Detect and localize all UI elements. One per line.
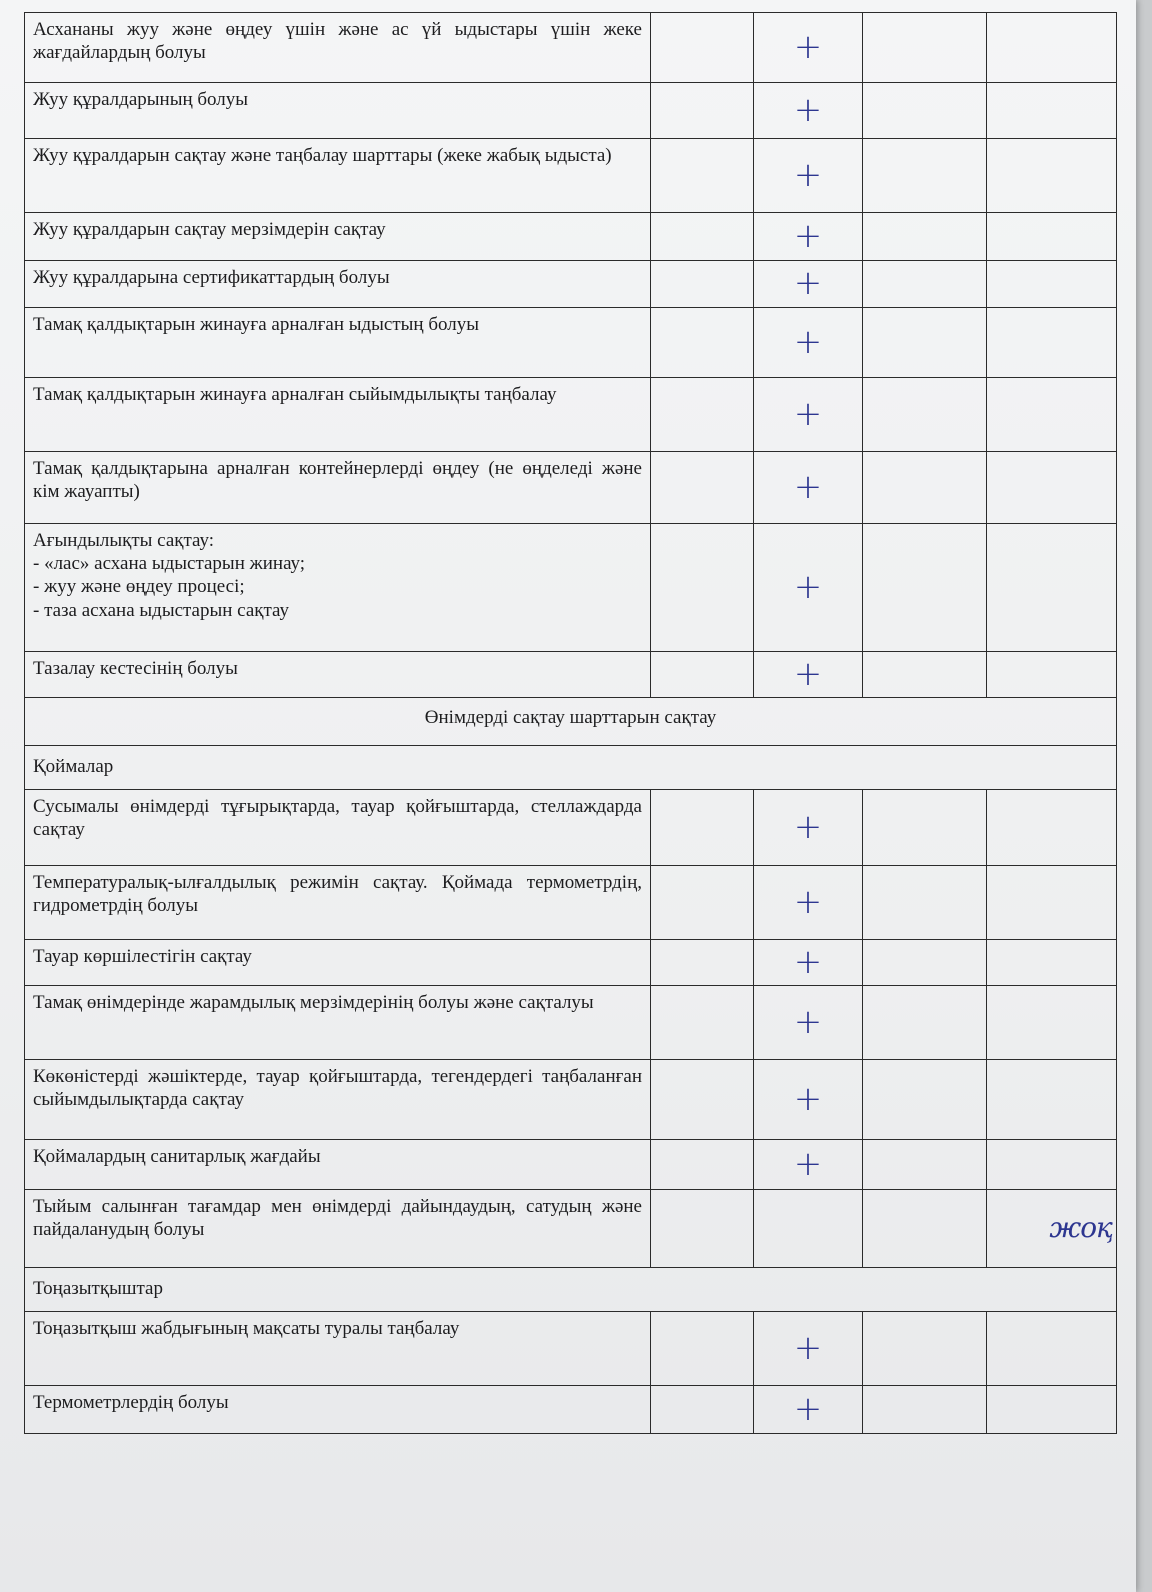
response-cell-4 [987, 652, 1117, 698]
criterion-text: Қоймалардың санитарлық жағдайы [25, 1140, 651, 1190]
response-cell-4 [987, 940, 1117, 986]
response-cell-3 [863, 1190, 987, 1268]
criterion-text: Жуу құралдарын сақтау және таңбалау шарттары (жеке жабық ыдыста) [25, 139, 651, 213]
response-cell-2: + [754, 1060, 863, 1140]
checklist-row [25, 452, 1117, 524]
response-cell-1 [651, 986, 754, 1060]
response-cell-3 [863, 308, 987, 378]
response-cell-3 [863, 790, 987, 866]
checklist-row [25, 13, 1117, 83]
response-cell-2: + [754, 13, 863, 83]
response-cell-2: + [754, 261, 863, 308]
response-cell-1 [651, 524, 754, 652]
response-cell-2: + [754, 452, 863, 524]
criterion-text: Жуу құралдарының болуы [25, 83, 651, 139]
criterion-text: Температуралық-ылғалдылық режимін сақтау. Қоймада термометрдің, гидрометрдің болуы [25, 866, 651, 940]
response-cell-2: + [754, 940, 863, 986]
criterion-text: Тыйым салынған тағамдар мен өнімдерді дайындаудың, сатудың және пайдаланудың болуы [25, 1190, 651, 1268]
response-cell-3 [863, 986, 987, 1060]
response-cell-2: + [754, 213, 863, 261]
response-cell-3 [863, 652, 987, 698]
response-cell-1 [651, 378, 754, 452]
criterion-text: Сусымалы өнімдерді тұғырықтарда, тауар қойғыштарда, стеллаждарда сақтау [25, 790, 651, 866]
response-cell-1 [651, 213, 754, 261]
checklist-row [25, 986, 1117, 1060]
response-cell-1 [651, 139, 754, 213]
checklist-row [25, 378, 1117, 452]
criterion-line: - жуу және өңдеу процесі; [33, 576, 245, 598]
criterion-text: Асхананы жуу және өңдеу үшін және ас үй ыдыстары үшін жеке жағдайлардың болуы [25, 13, 651, 83]
response-cell-4: жоқ [987, 1190, 1117, 1268]
section-header-row [25, 698, 1117, 746]
response-cell-1 [651, 1140, 754, 1190]
response-cell-4 [987, 790, 1117, 866]
checklist-row [25, 866, 1117, 940]
subsection-header-row [25, 1268, 1117, 1312]
response-cell-2: + [754, 308, 863, 378]
response-cell-2: + [754, 652, 863, 698]
response-cell-1 [651, 261, 754, 308]
response-cell-1 [651, 83, 754, 139]
response-cell-3 [863, 1140, 987, 1190]
criterion-text: Тоңазытқыш жабдығының мақсаты туралы таңбалау [25, 1312, 651, 1386]
criterion-text: Тамақ қалдықтарын жинауға арналған сыйымдылықты таңбалау [25, 378, 651, 452]
checklist-row [25, 1312, 1117, 1386]
subsection-title: Қоймалар [25, 746, 1117, 790]
inspection-checklist-table [24, 12, 1117, 1434]
subsection-header-row [25, 746, 1117, 790]
response-cell-4 [987, 308, 1117, 378]
response-cell-4 [987, 1060, 1117, 1140]
checklist-row [25, 1060, 1117, 1140]
response-cell-2: + [754, 866, 863, 940]
criterion-line: - «лас» асхана ыдыстарын жинау; [33, 553, 306, 575]
response-cell-1 [651, 1386, 754, 1434]
criterion-text: Термометрлердің болуы [25, 1386, 651, 1434]
criterion-line: - таза асхана ыдыстарын сақтау [33, 599, 289, 621]
checklist-row [25, 1140, 1117, 1190]
response-cell-2: + [754, 1386, 863, 1434]
criterion-text: Жуу құралдарына сертификаттардың болуы [25, 261, 651, 308]
response-cell-2: + [754, 790, 863, 866]
response-cell-4 [987, 452, 1117, 524]
checklist-row [25, 308, 1117, 378]
response-cell-4 [987, 1386, 1117, 1434]
criterion-text: Тамақ өнімдерінде жарамдылық мерзімдерінің болуы және сақталуы [25, 986, 651, 1060]
response-cell-4 [987, 524, 1117, 652]
response-cell-2: + [754, 524, 863, 652]
criterion-text: Тамақ қалдықтарын жинауға арналған ыдыстың болуы [25, 308, 651, 378]
response-cell-2: + [754, 1312, 863, 1386]
response-cell-4 [987, 986, 1117, 1060]
response-cell-1 [651, 652, 754, 698]
checklist-row [25, 524, 1117, 652]
response-cell-4 [987, 1312, 1117, 1386]
response-cell-1 [651, 308, 754, 378]
checklist-row [25, 261, 1117, 308]
response-cell-1 [651, 1312, 754, 1386]
checklist-row [25, 652, 1117, 698]
response-cell-4 [987, 378, 1117, 452]
response-cell-1 [651, 1190, 754, 1268]
checklist-row [25, 940, 1117, 986]
response-cell-1 [651, 940, 754, 986]
response-cell-1 [651, 1060, 754, 1140]
response-cell-3 [863, 1386, 987, 1434]
criterion-line: Ағындылықты сақтау: [33, 530, 215, 551]
response-cell-4 [987, 213, 1117, 261]
response-cell-3 [863, 524, 987, 652]
response-cell-1 [651, 13, 754, 83]
response-cell-1 [651, 866, 754, 940]
response-cell-2: + [754, 83, 863, 139]
response-cell-2: + [754, 139, 863, 213]
response-cell-4 [987, 1140, 1117, 1190]
response-cell-3 [863, 13, 987, 83]
response-cell-3 [863, 940, 987, 986]
criterion-text: Тазалау кестесінің болуы [25, 652, 651, 698]
response-cell-3 [863, 378, 987, 452]
checklist-row [25, 1190, 1117, 1268]
criterion-text: Тауар көршілестігін сақтау [25, 940, 651, 986]
checklist-row [25, 1386, 1117, 1434]
response-cell-4 [987, 13, 1117, 83]
response-cell-3 [863, 866, 987, 940]
checklist-row [25, 213, 1117, 261]
checklist-row [25, 139, 1117, 213]
criterion-text: Көкөністерді жәшіктерде, тауар қойғыштарда, тегендердегі таңбаланған сыйымдылықтарда сақтау [25, 1060, 651, 1140]
response-cell-3 [863, 139, 987, 213]
checklist-row [25, 83, 1117, 139]
response-cell-4 [987, 866, 1117, 940]
response-cell-3 [863, 1312, 987, 1386]
criterion-text: Жуу құралдарын сақтау мерзімдерін сақтау [25, 213, 651, 261]
response-cell-3 [863, 452, 987, 524]
response-cell-3 [863, 261, 987, 308]
response-cell-1 [651, 452, 754, 524]
response-cell-3 [863, 1060, 987, 1140]
response-cell-4 [987, 139, 1117, 213]
criterion-text [25, 524, 651, 652]
criterion-text: Тамақ қалдықтарына арналған контейнерлерді өңдеу (не өңделеді және кім жауапты) [25, 452, 651, 524]
response-cell-4 [987, 83, 1117, 139]
response-cell-4 [987, 261, 1117, 308]
response-cell-2: + [754, 986, 863, 1060]
checklist-row [25, 790, 1117, 866]
response-cell-1 [651, 790, 754, 866]
response-cell-2 [754, 1190, 863, 1268]
response-cell-3 [863, 83, 987, 139]
response-cell-2: + [754, 1140, 863, 1190]
response-cell-2: + [754, 378, 863, 452]
response-cell-3 [863, 213, 987, 261]
section-title: Өнімдерді сақтау шарттарын сақтау [25, 698, 1117, 746]
subsection-title: Тоңазытқыштар [25, 1268, 1117, 1312]
